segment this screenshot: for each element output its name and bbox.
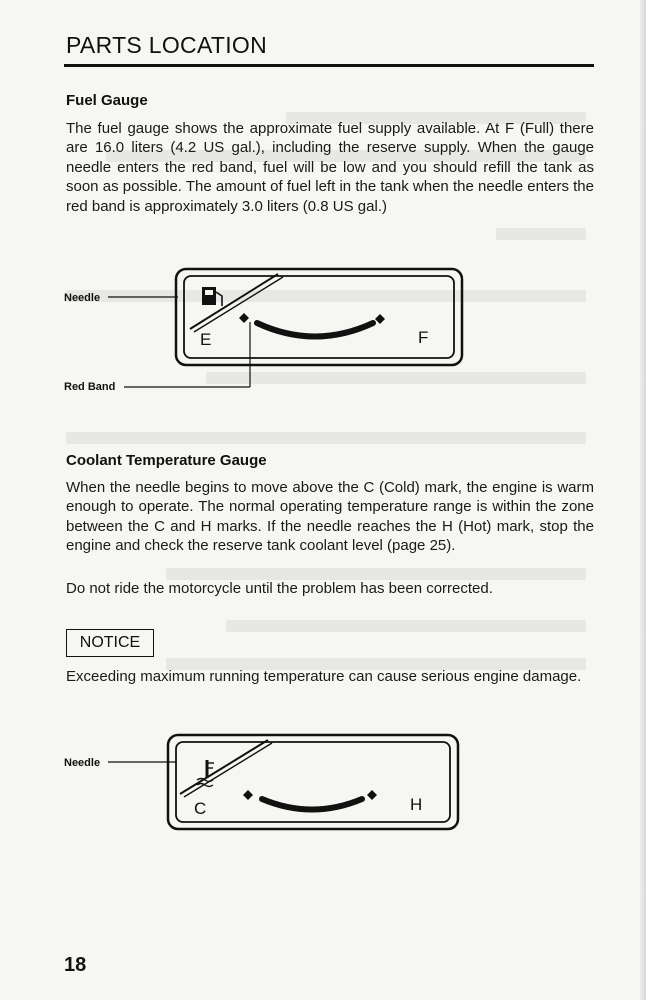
coolant-cold-label: C <box>194 799 207 818</box>
fuel-red-band-callout: Red Band <box>64 381 116 393</box>
coolant-hot-label: H <box>410 795 423 814</box>
fuel-empty-label: E <box>200 330 212 349</box>
coolant-gauge-heading: Coolant Temperature Gauge <box>66 452 267 469</box>
coolant-needle-callout: Needle <box>64 757 101 769</box>
notice-text: Exceeding maximum running temperature can cause serious engine damage. <box>66 668 582 685</box>
coolant-gauge-paragraph: When the needle begins to move above the C (Cold) mark, the engine is warm enough to operate. The normal operating temperature range is within the zone between the C and H marks. If the needle reaches the H (Hot) mark, stop the engine and check the reserve tank coolant level (page 25). <box>66 479 594 555</box>
notice-label: NOTICE <box>66 629 154 657</box>
coolant-needle <box>180 740 268 794</box>
page-edge-shadow <box>640 0 646 1000</box>
fuel-gauge-heading: Fuel Gauge <box>66 92 148 109</box>
coolant-gauge-outer-frame <box>168 735 458 829</box>
fuel-needle-callout: Needle <box>64 292 101 304</box>
coolant-end-marker <box>367 790 377 800</box>
fuel-full-label: F <box>418 328 429 347</box>
fuel-gauge-paragraph: The fuel gauge shows the approximate fuel supply available. At F (Full) there are 16.0 liters (4.2 US gal.), including the reserve supply. When the gauge needle enters the red band, fuel will be low and you should refill the tank as soon as possible. The amount of fuel left in the tank when the needle enters the red band is approximately 3.0 liters (0.8 US gal.) <box>66 120 594 215</box>
page-number: 18 <box>64 954 87 976</box>
coolant-red-zone-arc <box>262 799 362 810</box>
coolant-gauge-paragraph-2: Do not ride the motorcycle until the problem has been corrected. <box>66 580 493 597</box>
coolant-start-marker <box>243 790 253 800</box>
section-title: PARTS LOCATION <box>66 32 268 58</box>
